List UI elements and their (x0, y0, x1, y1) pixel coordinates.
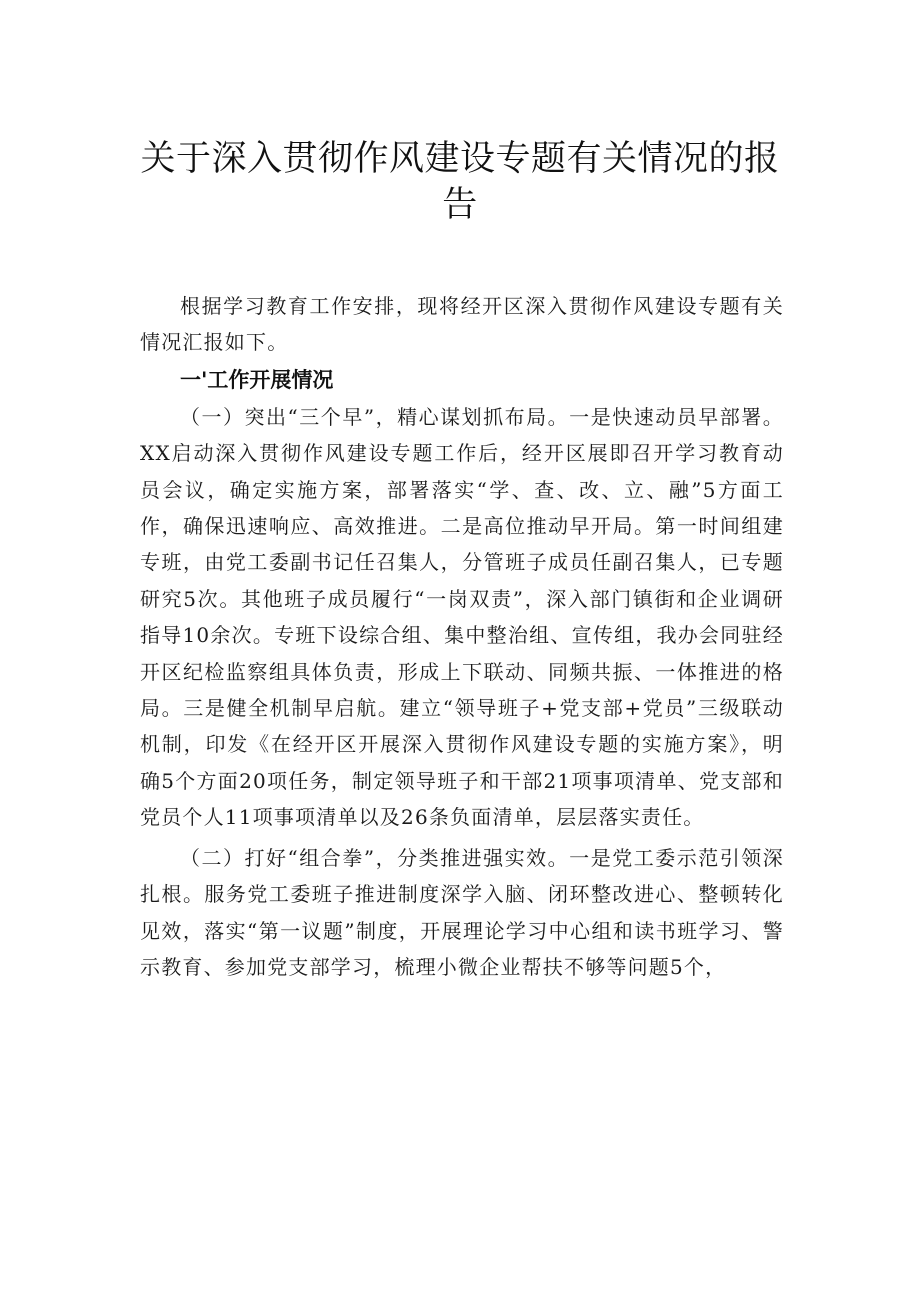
document-body (140, 288, 784, 985)
intro-paragraph: 根据学习教育工作安排，现将经开区深入贯彻作风建设专题有关情况汇报如下。 (140, 294, 784, 355)
body-paragraph-2: （二）打好“组合拳”，分类推进强实效。一是党工委示范引领深扎根。服务党工委班子推进制度深学入脑、闭环整改进心、整顿转化见效，落实“第一议题”制度，开展理论学习中心组和读书班学习、警示教育、参加党支部学习，梳理小微企业帮扶不够等问题5个， (140, 845, 784, 979)
body-paragraph-1: （一）突出“三个早”，精心谋划抓布局。一是快速动员早部署。XX启动深入贯彻作风建设专题工作后，经开区展即召开学习教育动员会议，确定实施方案，部署落实“学、查、改、立、融”5方面工作，确保迅速响应、高效推进。二是高位推动早开局。第一时间组建专班，由党工委副书记任召集人，分管班子成员任副召集人，已专题研究5次。其他班子成员履行“一岗双责”，深入部门镇街和企业调研指导10余次。专班下设综合组、集中整治组、宣传组，我办会同驻经开区纪检监察组具体负责，形成上下联动、同频共振、一体推进的格局。三是健全机制早启航。建立“领导班子+党支部+党员”三级联动机制，印发《在经开区开展深入贯彻作风建设专题的实施方案》，明确5个方面20项任务，制定领导班子和干部21项事项清单、党支部和党员个人11项事项清单以及26条负面清单，层层落实责任。 (140, 404, 784, 830)
document-title: 关于深入贯彻作风建设专题有关情况的报告 (140, 139, 780, 225)
section-heading: 一'工作开展情况 (180, 367, 334, 392)
